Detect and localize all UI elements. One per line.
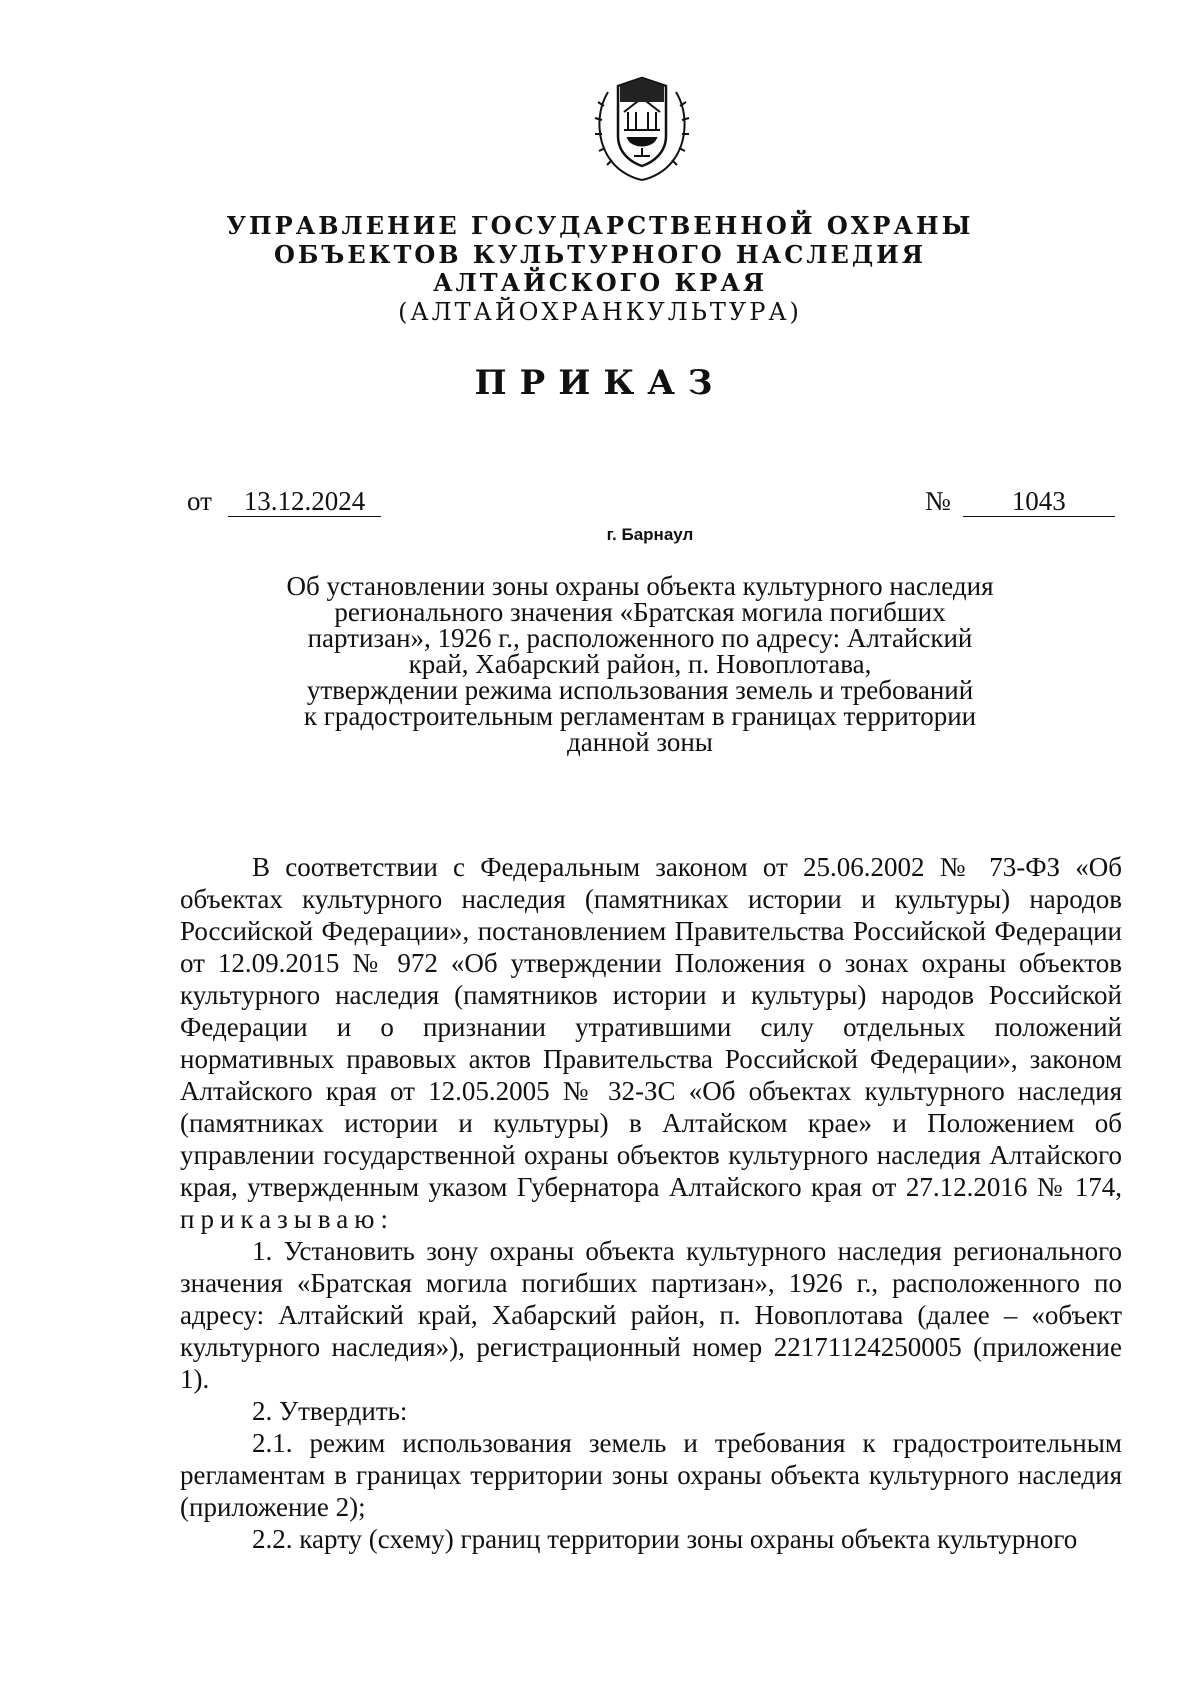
date-prefix: от xyxy=(187,486,212,516)
document-type-title: ПРИКАЗ xyxy=(474,363,726,403)
subject-line: к градостроительным регламентам в границах территории xyxy=(303,701,977,731)
item-1-paragraph: 1. Установить зону охраны объекта культурного наследия регионального значения «Братская могила погибших партизан», 1926 г., расположенного по адресу: Алтайский край, Хабарский район, п. Новоплотава (далее – «объект культурного наследия»), регистрационный номер 22171124250005 (приложение 1). xyxy=(180,1236,1122,1394)
subject-line: данной зоны xyxy=(567,727,713,757)
item-2-1-paragraph: 2.1. режим использования земель и требования к градостроительным регламентам в границах территории зоны охраны объекта культурного наследия (приложение 2); xyxy=(180,1428,1122,1522)
subject-line: партизан», 1926 г., расположенного по адресу: Алтайский xyxy=(307,623,973,653)
org-line-3: АЛТАЙСКОГО КРАЯ xyxy=(432,268,768,297)
document-date: 13.12.2024 xyxy=(228,486,381,517)
number-field xyxy=(925,486,1115,517)
org-line-1: УПРАВЛЕНИЕ ГОСУДАРСТВЕННОЙ ОХРАНЫ xyxy=(226,211,974,240)
organization-name xyxy=(0,212,1200,326)
subject-line: край, Хабарский район, п. Новоплотава, xyxy=(408,649,872,679)
document-number: 1043 xyxy=(963,486,1115,517)
document-body xyxy=(180,851,1122,1555)
subject-line: утверждении режима использования земель и требований xyxy=(306,675,974,705)
subject-line: регионального значения «Братская могила погибших xyxy=(334,597,946,627)
item-2-2-paragraph: 2.2. карту (схему) границ территории зоны охраны объекта культурного xyxy=(252,1524,1078,1554)
order-word: приказываю: xyxy=(180,1204,394,1234)
document-subject xyxy=(240,573,1040,755)
item-2-paragraph: 2. Утвердить: xyxy=(252,1396,408,1426)
number-sign: № xyxy=(925,486,951,516)
preamble-text: В соответствии с Федеральным законом от 25.06.2002 № 73-ФЗ «Об объектах культурного наследия (памятниках истории и культуры) народов Российской Федерации», постановлением Правительства Российской Федерации от 12.09.2015 № 972 «Об утверждении Положения о зонах охраны объектов культурного наследия (памятников истории и культуры) народов Российской Федерации и о признании утратившими силу отдельных положений нормативных правовых актов Правительства Российской Федерации», законом Алтайского края от 12.05.2005 № 32-ЗС «Об объектах культурного наследия (памятниках истории и культуры) в Алтайском крае» и Положением об управлении государственной охраны объектов культурного наследия Алтайского края, утвержденным указом Губернатора Алтайского края от 27.12.2016 № 174, xyxy=(180,852,1122,1202)
city-label: г. Барнаул xyxy=(606,525,694,544)
coat-of-arms-emblem xyxy=(590,72,694,184)
org-line-2: ОБЪЕКТОВ КУЛЬТУРНОГО НАСЛЕДИЯ xyxy=(273,239,927,269)
preamble-paragraph xyxy=(180,851,1122,1235)
date-field xyxy=(187,486,381,517)
subject-line: Об установлении зоны охраны объекта культурного наследия xyxy=(286,571,994,601)
org-short-name: (АЛТАЙОХРАНКУЛЬТУРА) xyxy=(398,297,802,326)
